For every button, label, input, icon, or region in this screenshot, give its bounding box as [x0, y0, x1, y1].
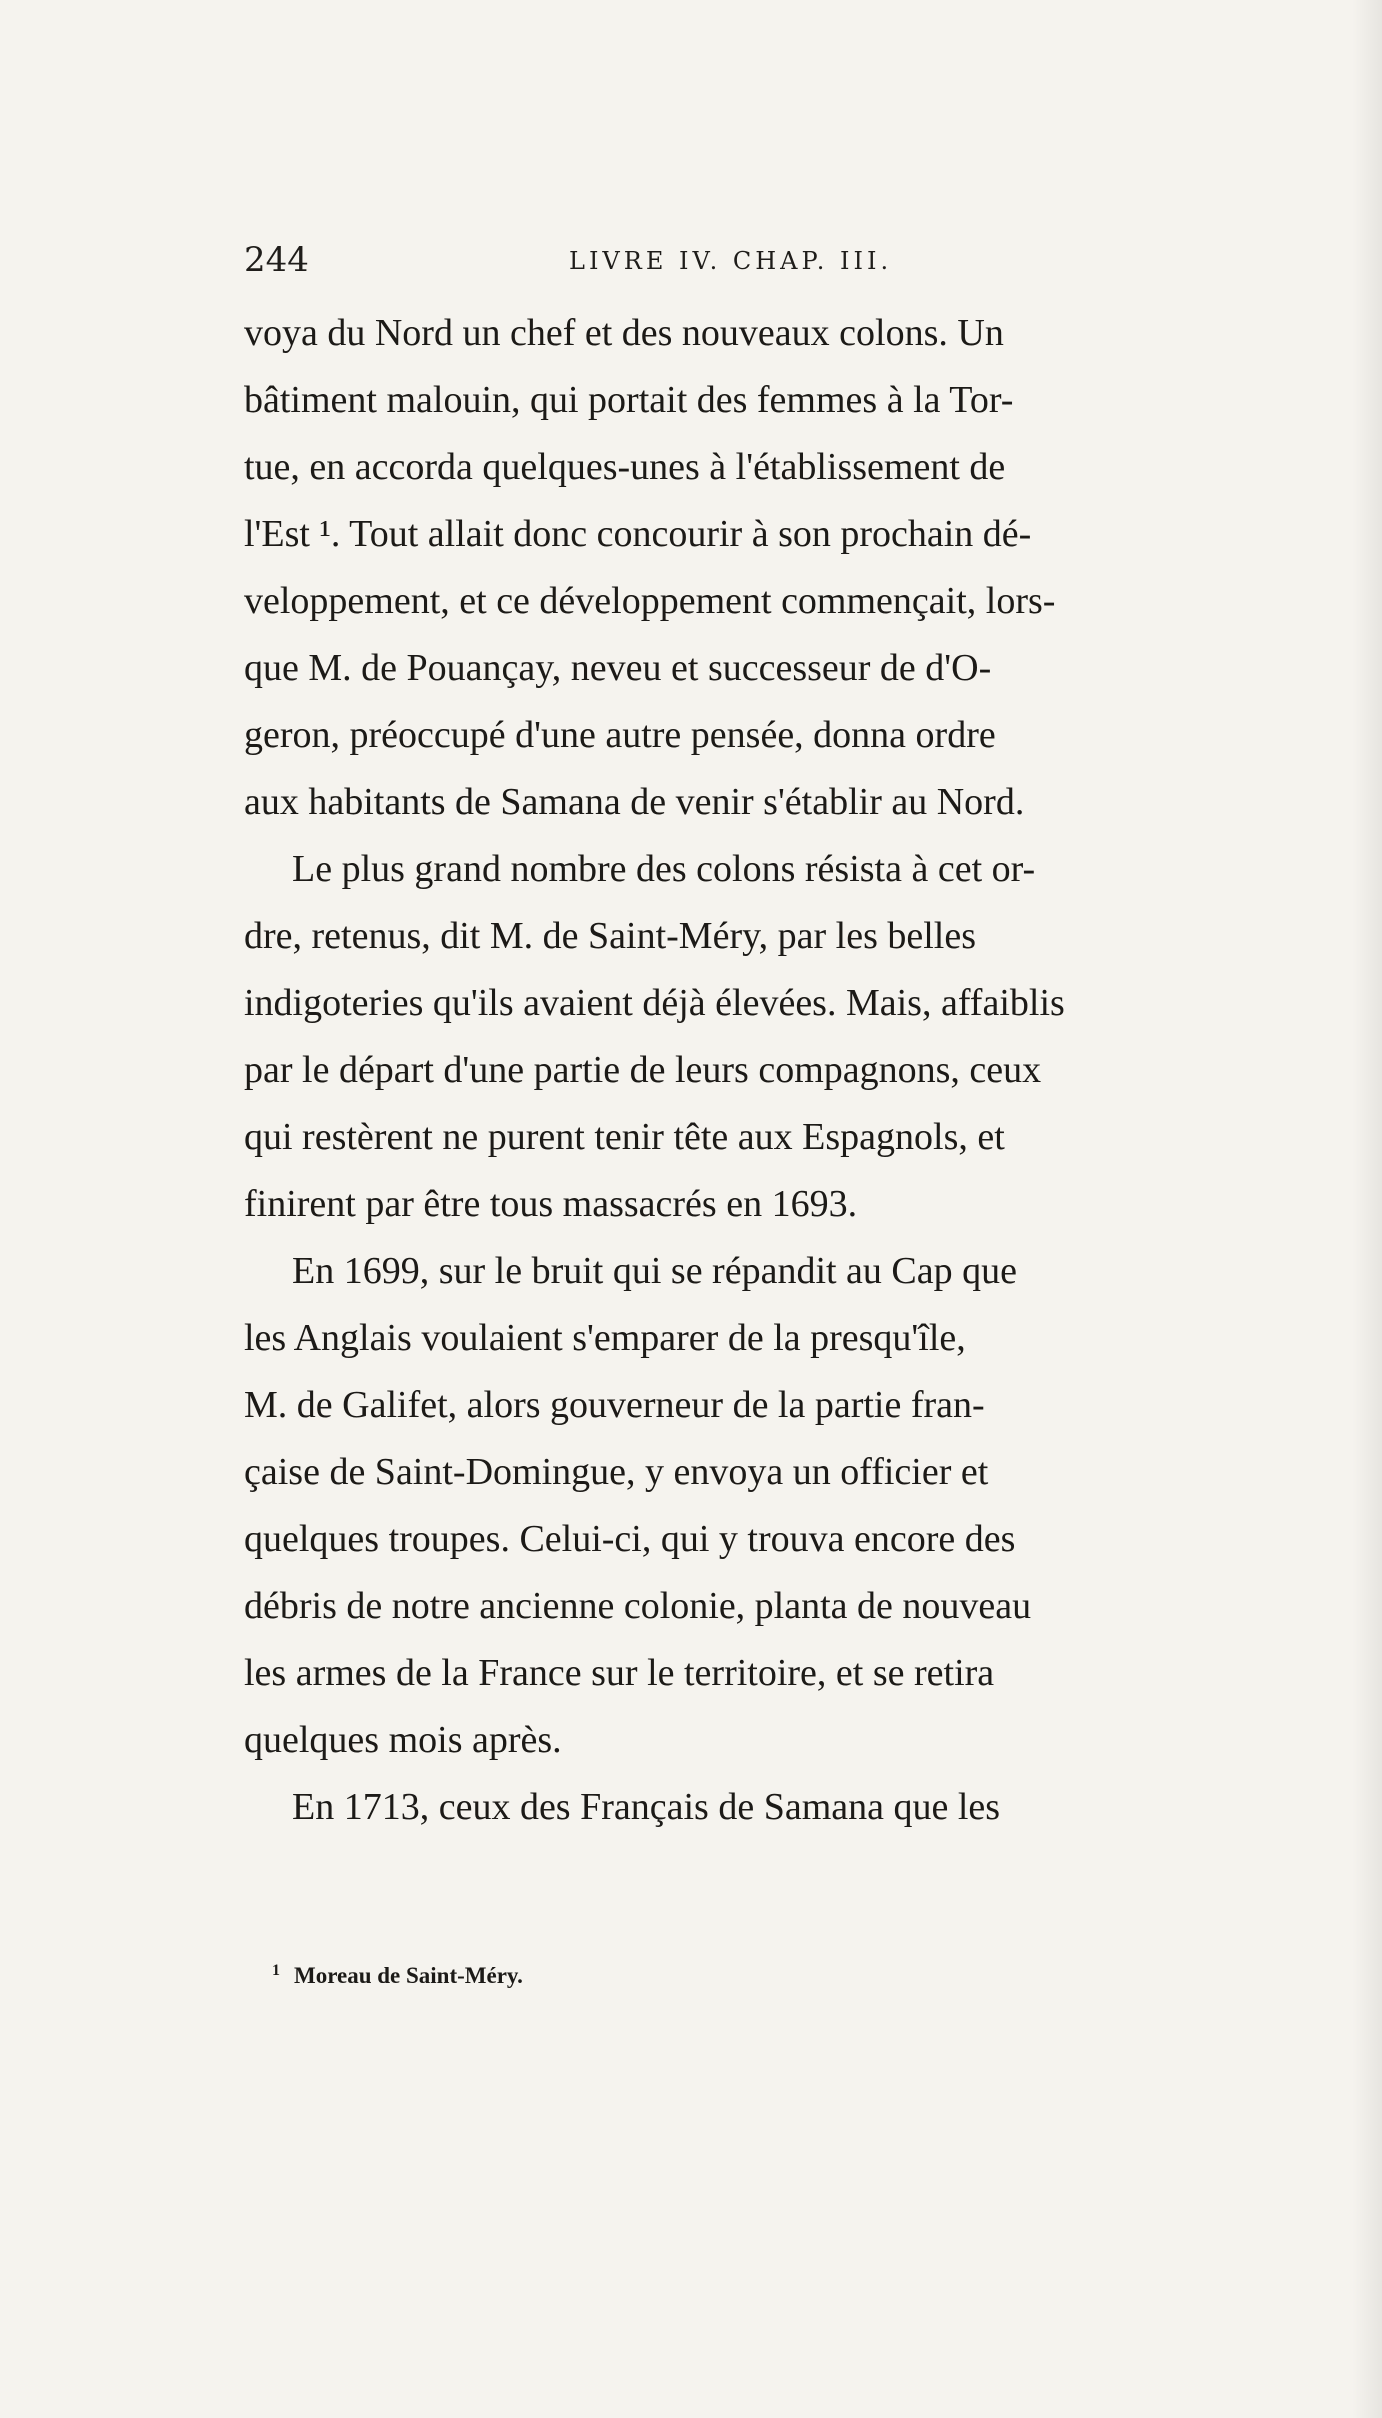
text-line: quelques troupes. Celui-ci, qui y trouva encore des: [244, 1518, 1016, 1560]
text-line: tue, en accorda quelques-unes à l'établissement de: [244, 446, 1006, 488]
text-line: dre, retenus, dit M. de Saint-Méry, par les belles: [244, 915, 977, 957]
text-line: les Anglais voulaient s'emparer de la presqu'île,: [244, 1317, 966, 1359]
text-line: voya du Nord un chef et des nouveaux colons. Un: [244, 312, 1004, 354]
text-line: veloppement, et ce développement commençait, lors-: [244, 580, 1056, 622]
text-line: l'Est ¹. Tout allait donc concourir à son prochain dé-: [244, 513, 1032, 555]
text-line: quelques mois après.: [244, 1719, 562, 1761]
text-line: aux habitants de Samana de venir s'établir au Nord.: [244, 781, 1025, 823]
text-line: geron, préoccupé d'une autre pensée, donna ordre: [244, 714, 996, 756]
text-line: çaise de Saint-Domingue, y envoya un officier et: [244, 1451, 989, 1493]
page-edge-shadow: [1352, 0, 1382, 2418]
text-line: les armes de la France sur le territoire, et se retira: [244, 1652, 995, 1694]
body-text: [244, 300, 1240, 1841]
footnote: [272, 1962, 523, 1989]
text-line: bâtiment malouin, qui portait des femmes à la Tor-: [244, 379, 1014, 421]
text-line: par le départ d'une partie de leurs compagnons, ceux: [244, 1049, 1042, 1091]
text-line: finirent par être tous massacrés en 1693.: [244, 1183, 858, 1225]
text-line: que M. de Pouançay, neveu et successeur de d'O-: [244, 647, 992, 689]
text-line: Le plus grand nombre des colons résista à cet or-: [292, 848, 1036, 890]
text-line: En 1699, sur le bruit qui se répandit au Cap que: [292, 1250, 1018, 1292]
footnote-marker: 1: [272, 1962, 280, 1979]
text-line: En 1713, ceux des Français de Samana que les: [292, 1786, 1001, 1828]
text-line: indigoteries qu'ils avaient déjà élevées. Mais, affaiblis: [244, 982, 1065, 1024]
footnote-text: Moreau de Saint-Méry.: [294, 1963, 523, 1988]
text-line: débris de notre ancienne colonie, planta de nouveau: [244, 1585, 1032, 1627]
running-head: LIVRE IV. CHAP. III.: [569, 247, 893, 275]
page-header: [244, 240, 1244, 280]
page-number: 244: [244, 240, 309, 280]
text-line: M. de Galifet, alors gouverneur de la partie fran-: [244, 1384, 985, 1426]
text-line: qui restèrent ne purent tenir tête aux Espagnols, et: [244, 1116, 1005, 1158]
